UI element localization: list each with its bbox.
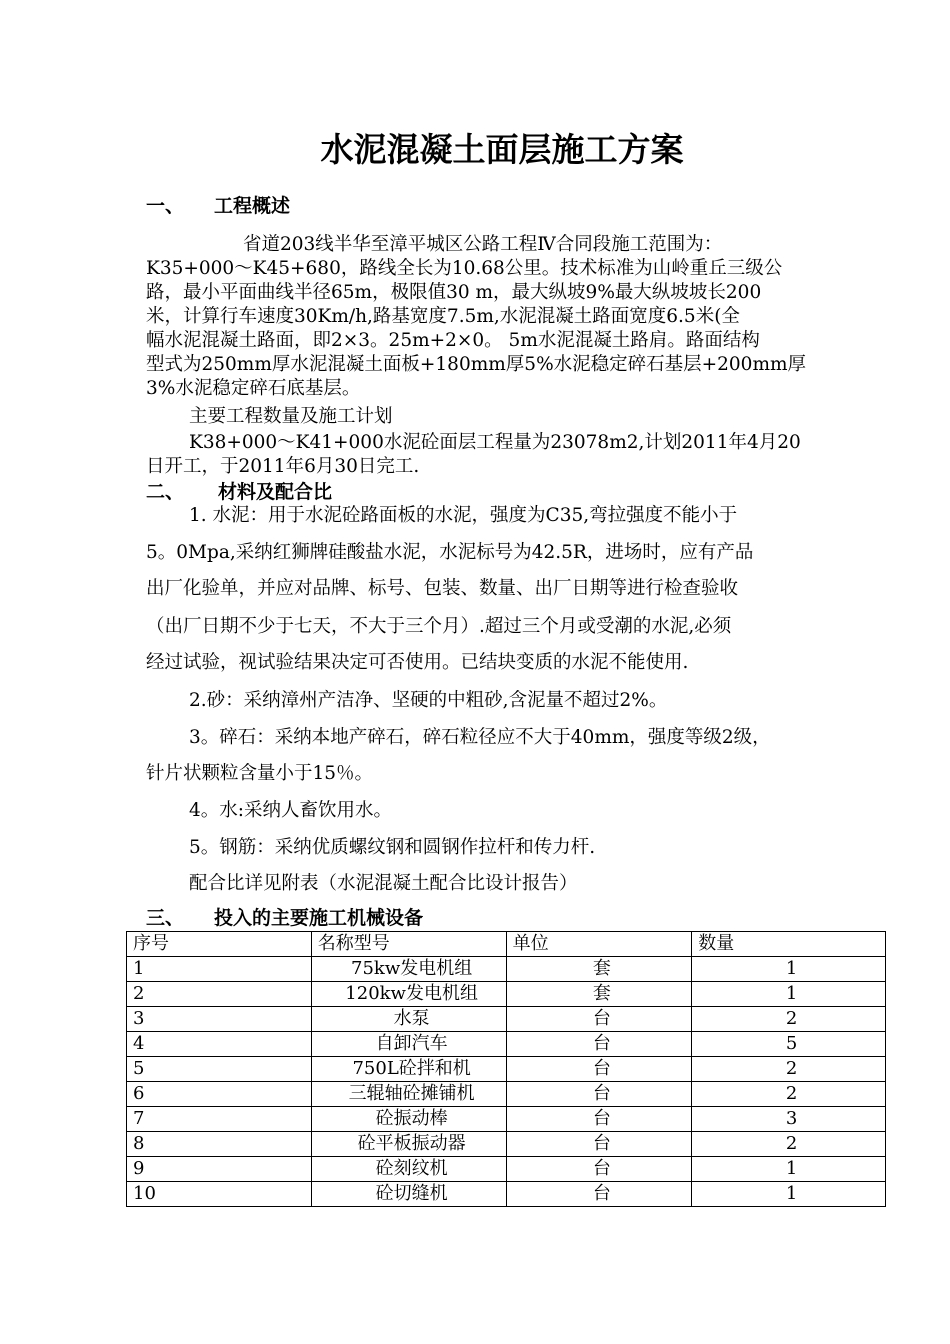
cell-no: 7	[127, 1107, 312, 1132]
material-line: 针片状颗粒含量小于15％。	[146, 763, 374, 784]
cell-unit: 台	[506, 1032, 692, 1057]
table-row	[127, 1082, 886, 1107]
plan-heading: 主要工程数量及施工计划	[189, 406, 393, 427]
header-cell-no: 序号	[127, 932, 312, 957]
cell-no: 6	[127, 1082, 312, 1107]
cell-name: 自卸汽车	[311, 1032, 506, 1057]
table-row	[127, 1182, 886, 1207]
section3-heading	[146, 905, 423, 931]
material-line: 出厂化验单，并应对品牌、标号、包装、数量、出厂日期等进行检查验收	[146, 578, 739, 599]
cell-unit: 套	[506, 957, 692, 982]
plan-line: 日开工，于2011年6月30日完工.	[146, 456, 420, 477]
cell-no: 8	[127, 1132, 312, 1157]
overview-line: 米，计算行车速度30Km/h,路基宽度7.5m,水泥混凝土路面宽度6.5米(全	[146, 306, 740, 327]
table-row	[127, 1057, 886, 1082]
cell-name: 砼刻纹机	[311, 1157, 506, 1182]
cell-no: 5	[127, 1057, 312, 1082]
cell-unit: 台	[506, 1007, 692, 1032]
material-line: 1. 水泥：用于水泥砼路面板的水泥，强度为C35,弯拉强度不能小于	[189, 505, 738, 526]
table-row	[127, 1132, 886, 1157]
equipment-table	[126, 931, 886, 1207]
table-header-row	[127, 932, 886, 957]
cell-name: 750L砼拌和机	[311, 1057, 506, 1082]
overview-line: 幅水泥混凝土路面，即2×3。25m+2×0。 5m水泥混凝土路肩。路面结构	[146, 330, 760, 351]
cell-no: 10	[127, 1182, 312, 1207]
cell-qty: 3	[692, 1107, 886, 1132]
material-line: 3。碎石：采纳本地产碎石，碎石粒径应不大于40mm，强度等级2级，	[189, 727, 771, 748]
cell-qty: 5	[692, 1032, 886, 1057]
section1-heading	[146, 193, 290, 219]
cell-qty: 1	[692, 982, 886, 1007]
cell-unit: 台	[506, 1107, 692, 1132]
cell-unit: 台	[506, 1082, 692, 1107]
table-row	[127, 1107, 886, 1132]
header-cell-name: 名称型号	[311, 932, 506, 957]
section2-number: 二、	[146, 481, 185, 503]
cell-unit: 台	[506, 1157, 692, 1182]
plan-line: K38+000～K41+000水泥砼面层工程量为23078m2,计划2011年4月20	[189, 432, 801, 453]
section2-heading	[146, 479, 332, 505]
cell-no: 4	[127, 1032, 312, 1057]
material-line: 2.砂：采纳漳州产洁净、坚硬的中粗砂,含泥量不超过2%。	[189, 690, 668, 711]
material-line: （出厂日期不少于七天，不大于三个月）.超过三个月或受潮的水泥,必须	[146, 616, 732, 637]
header-cell-qty: 数量	[692, 932, 886, 957]
section1-title: 工程概述	[214, 195, 291, 217]
cell-name: 水泵	[311, 1007, 506, 1032]
cell-qty: 2	[692, 1132, 886, 1157]
cell-no: 1	[127, 957, 312, 982]
header-cell-unit: 单位	[506, 932, 692, 957]
cell-qty: 1	[692, 957, 886, 982]
cell-name: 砼平板振动器	[311, 1132, 506, 1157]
table-row	[127, 1007, 886, 1032]
cell-name: 三辊轴砼摊铺机	[311, 1082, 506, 1107]
overview-line: 路，最小平面曲线半径65m，极限值30 m，最大纵坡9%最大纵坡坡长200	[146, 282, 762, 303]
table-row	[127, 957, 886, 982]
material-line: 配合比详见附表（水泥混凝土配合比设计报告）	[189, 873, 578, 894]
cell-unit: 台	[506, 1182, 692, 1207]
cell-no: 2	[127, 982, 312, 1007]
table-row	[127, 1157, 886, 1182]
cell-qty: 1	[692, 1157, 886, 1182]
cell-no: 9	[127, 1157, 312, 1182]
table-row	[127, 982, 886, 1007]
cell-name: 75kw发电机组	[311, 957, 506, 982]
cell-qty: 2	[692, 1007, 886, 1032]
overview-line: 型式为250mm厚水泥混凝土面板+180mm厚5%水泥稳定碎石基层+200mm厚	[146, 354, 807, 375]
material-line: 5。0Mpa,采纳红狮牌硅酸盐水泥，水泥标号为42.5R，进场时，应有产品	[146, 542, 754, 563]
cell-unit: 台	[506, 1057, 692, 1082]
cell-name: 砼切缝机	[311, 1182, 506, 1207]
cell-name: 砼振动棒	[311, 1107, 506, 1132]
cell-no: 3	[127, 1007, 312, 1032]
document-title: 水泥混凝土面层施工方案	[320, 130, 684, 169]
section1-number: 一、	[146, 195, 185, 217]
section3-number: 三、	[146, 907, 185, 929]
overview-line: 3%水泥稳定碎石底基层。	[146, 378, 361, 399]
section2-title: 材料及配合比	[218, 481, 333, 503]
material-line: 5。钢筋：采纳优质螺纹钢和圆钢作拉杆和传力杆.	[189, 837, 596, 858]
cell-unit: 台	[506, 1132, 692, 1157]
cell-unit: 套	[506, 982, 692, 1007]
cell-qty: 1	[692, 1182, 886, 1207]
material-line: 4。水:采纳人畜饮用水。	[189, 800, 393, 821]
section3-title: 投入的主要施工机械设备	[214, 907, 424, 929]
overview-line: K35+000～K45+680，路线全长为10.68公里。技术标准为山岭重丘三级公	[146, 258, 783, 279]
cell-name: 120kw发电机组	[311, 982, 506, 1007]
material-line: 经过试验，视试验结果决定可否使用。已结块变质的水泥不能使用.	[146, 652, 689, 673]
overview-line: 省道203线半华至漳平城区公路工程Ⅳ合同段施工范围为：	[243, 234, 723, 255]
cell-qty: 2	[692, 1082, 886, 1107]
cell-qty: 2	[692, 1057, 886, 1082]
table-row	[127, 1032, 886, 1057]
